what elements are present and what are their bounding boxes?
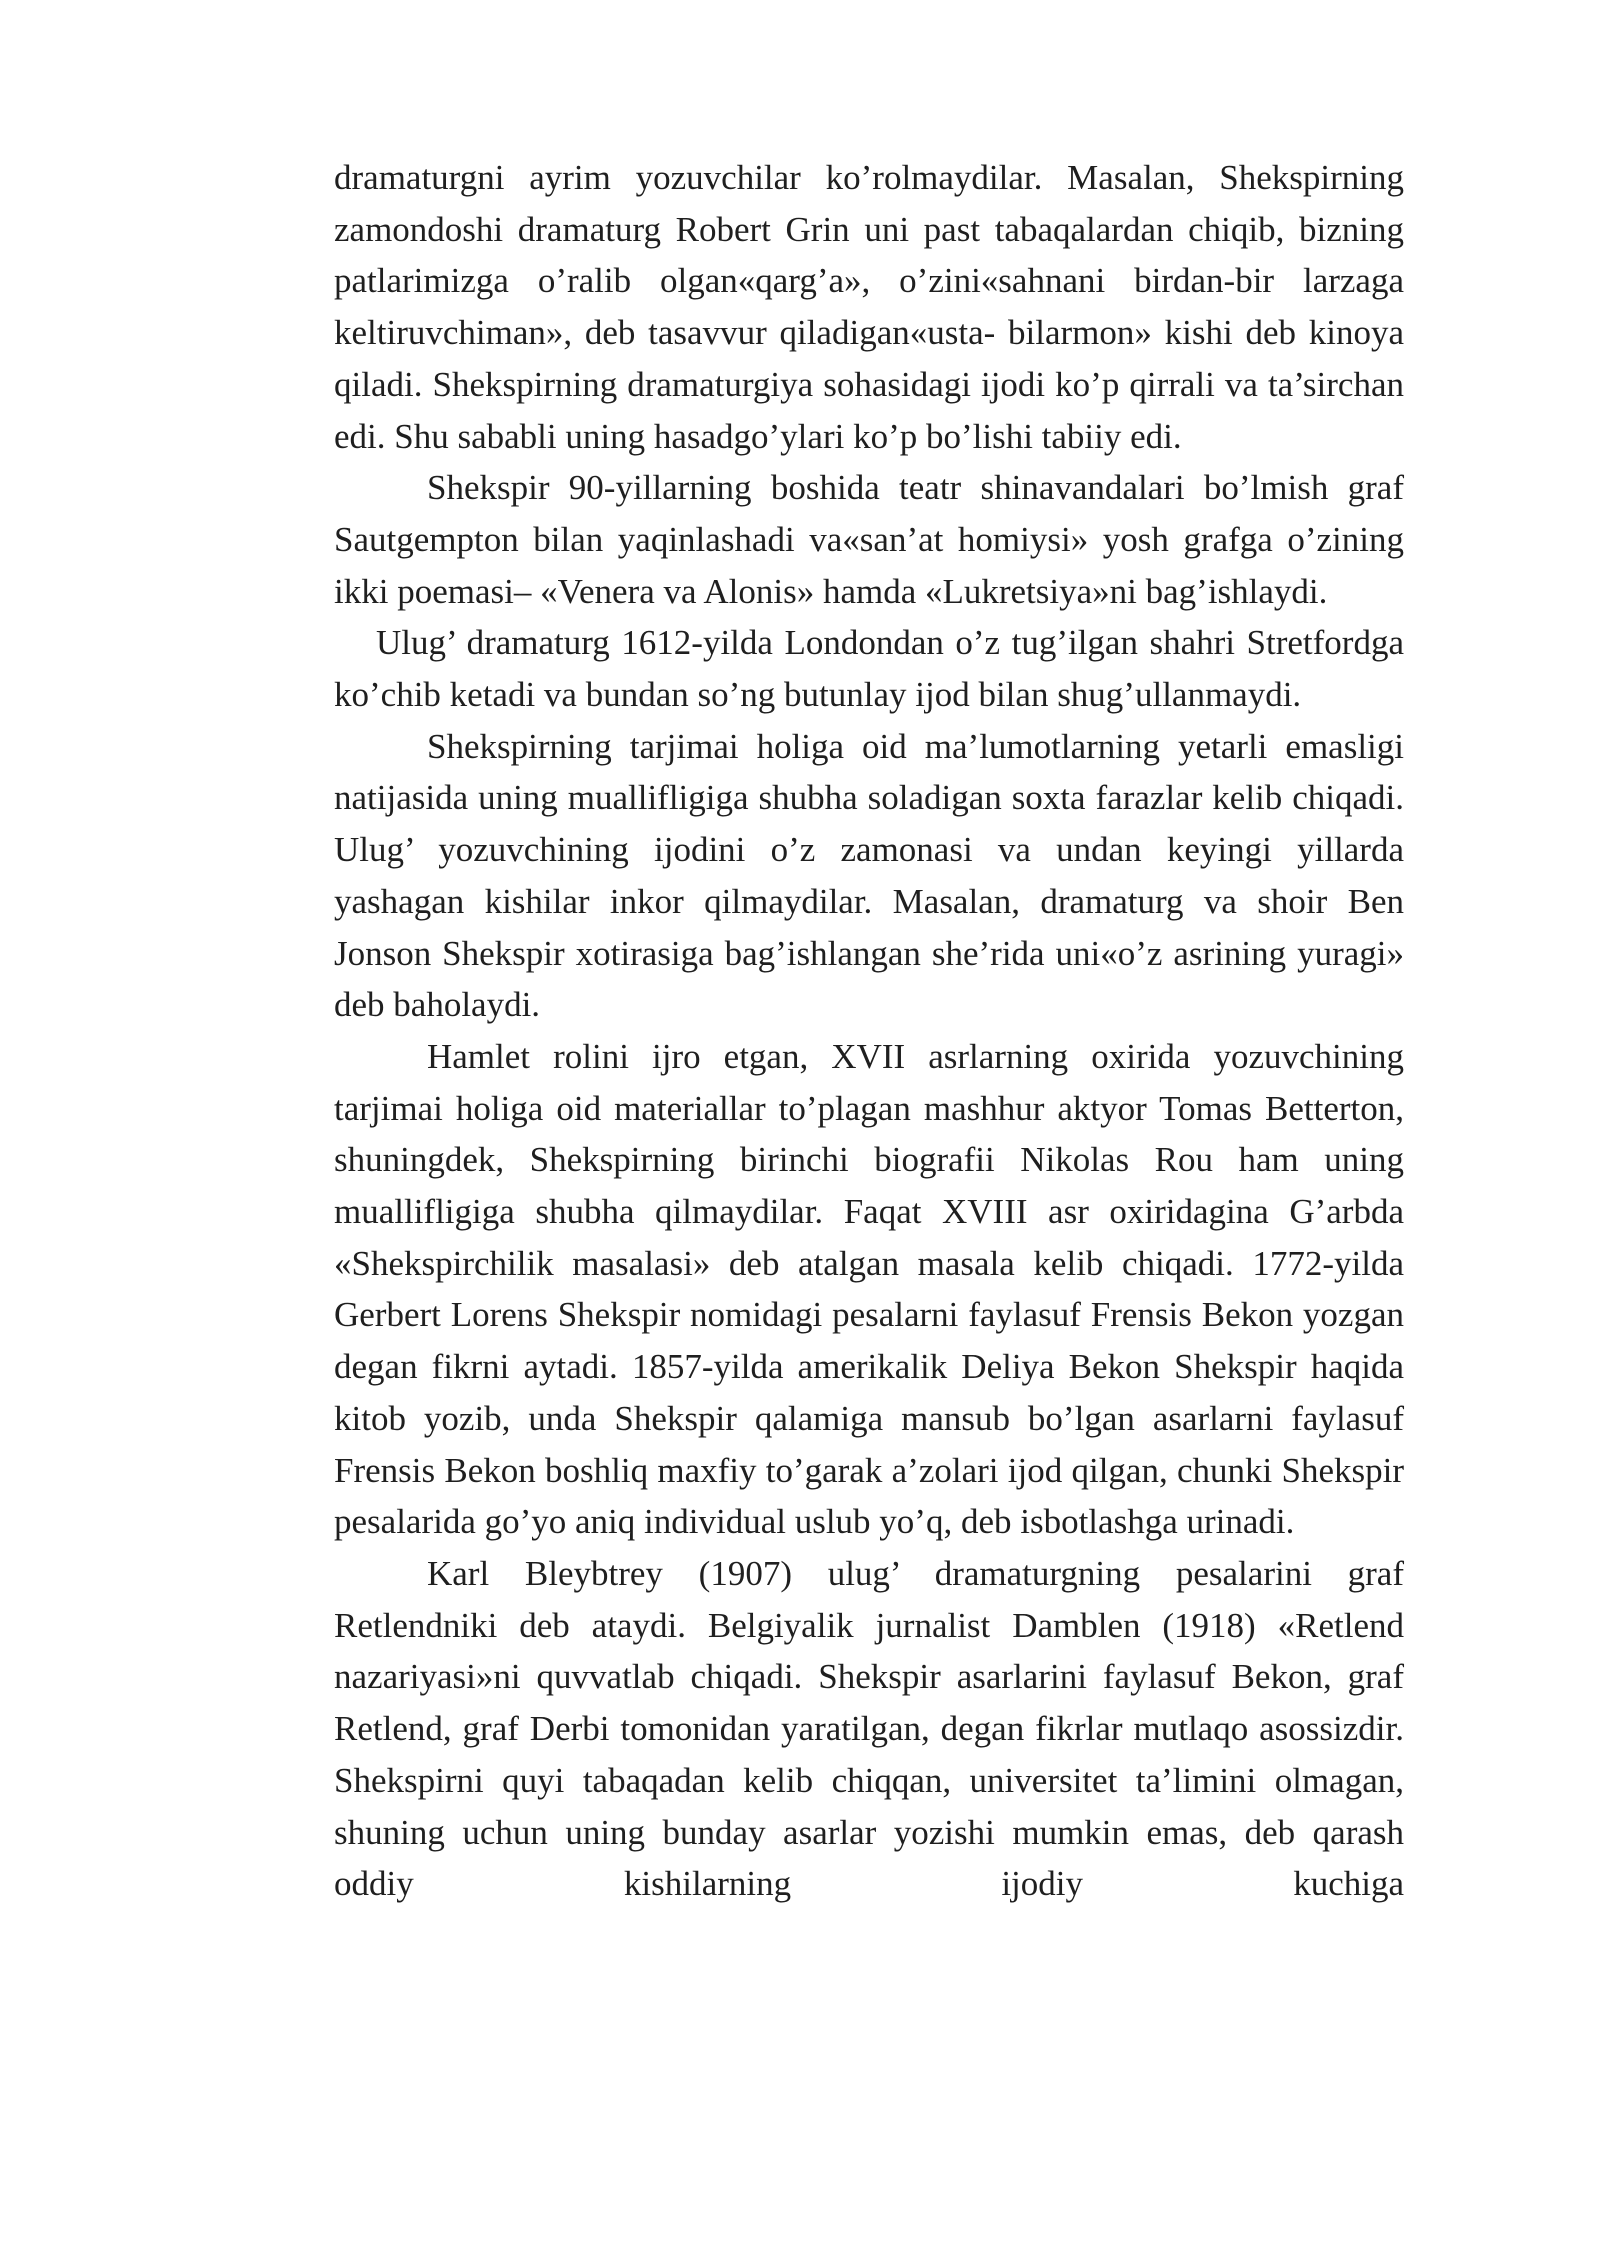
paragraph-5: Hamlet rolini ijro etgan, XVII asrlarning oxirida yozuvchining tarjimai holiga oid materiallar to’plagan mashhur aktyor Tomas Betterton, shuningdek, Shekspirning birinchi biografii Nikolas Rou ham uning muallifligiga shubha qilmaydilar. Faqat XVIII asr oxiridagina G’arbda «Shekspirchilik masalasi» deb atalgan masala kelib chiqadi. 1772-yilda Gerbert Lorens Shekspir nomidagi pesalarni faylasuf Frensis Bekon yozgan degan fikrni aytadi. 1857-yilda amerikalik Deliya Bekon Shekspir haqida kitob yozib, unda Shekspir qalamiga mansub bo’lgan asarlarni faylasuf Frensis Bekon boshliq maxfiy to’garak a’zolari ijod qilgan, chunki Shekspir pesalarida go’yo aniq individual uslub yo’q, deb isbotlashga urinadi. <box>334 1036 1404 1542</box>
paragraph-6: Karl Bleybtrey (1907) ulug’ dramaturgning pesalarini graf Retlendniki deb ataydi. Belgiyalik jurnalist Damblen (1918) «Retlend nazariyasi»ni quvvatlab chiqadi. Shekspir asarlarini faylasuf Bekon, graf Retlend, graf Derbi tomonidan yaratilgan, degan fikrlar mutlaqo asossizdir. Shekspirni quyi tabaqadan kelib chiqqan, universitet ta’limini olmagan, shuning uchun uning bunday asarlar yozishi mumkin emas, deb qarash oddiy kishilarning ijodiy kuchiga <box>334 1553 1404 1904</box>
paragraph-3: Ulug’ dramaturg 1612-yilda Londondan o’z tug’ilgan shahri Stretfordga ko’chib ketadi va bundan so’ng butunlay ijod bilan shug’ullanmaydi. <box>334 623 1404 715</box>
document-page <box>334 152 1404 1910</box>
paragraph-4: Shekspirning tarjimai holiga oid ma’lumotlarning yetarli emasligi natijasida uning muallifligiga shubha soladigan soxta farazlar kelib chiqadi. Ulug’ yozuvchining ijodini o’z zamonasi va undan keyingi yillarda yashagan kishilar inkor qilmaydilar. Masalan, dramaturg va shoir Ben Jonson Shekspir xotirasiga bag’ishlangan she’rida uni«o’z asrining yuragi» deb baholaydi. <box>334 726 1404 1025</box>
paragraph-2: Shekspir 90-yillarning boshida teatr shinavandalari bo’lmish graf Sautgempton bilan yaqinlashadi va«san’at homiysi» yosh grafga o’zining ikki poemasi– «Venera va Alonis» hamda «Lukretsiya»ni bag’ishlaydi. <box>334 468 1404 611</box>
paragraph-1: dramaturgni ayrim yozuvchilar ko’rolmaydilar. Masalan, Shekspirning zamondoshi dramaturg Robert Grin uni past tabaqalardan chiqib, bizning patlarimizga o’ralib olgan«qarg’a», o’zini«sahnani birdan-bir larzaga keltiruvchiman», deb tasavvur qiladigan«usta- bilarmon» kishi deb kinoya qiladi. Shekspirning dramaturgiya sohasidagi ijodi ko’p qirrali va ta’sirchan edi. Shu sababli uning hasadgo’ylari ko’p bo’lishi tabiiy edi. <box>334 158 1404 456</box>
